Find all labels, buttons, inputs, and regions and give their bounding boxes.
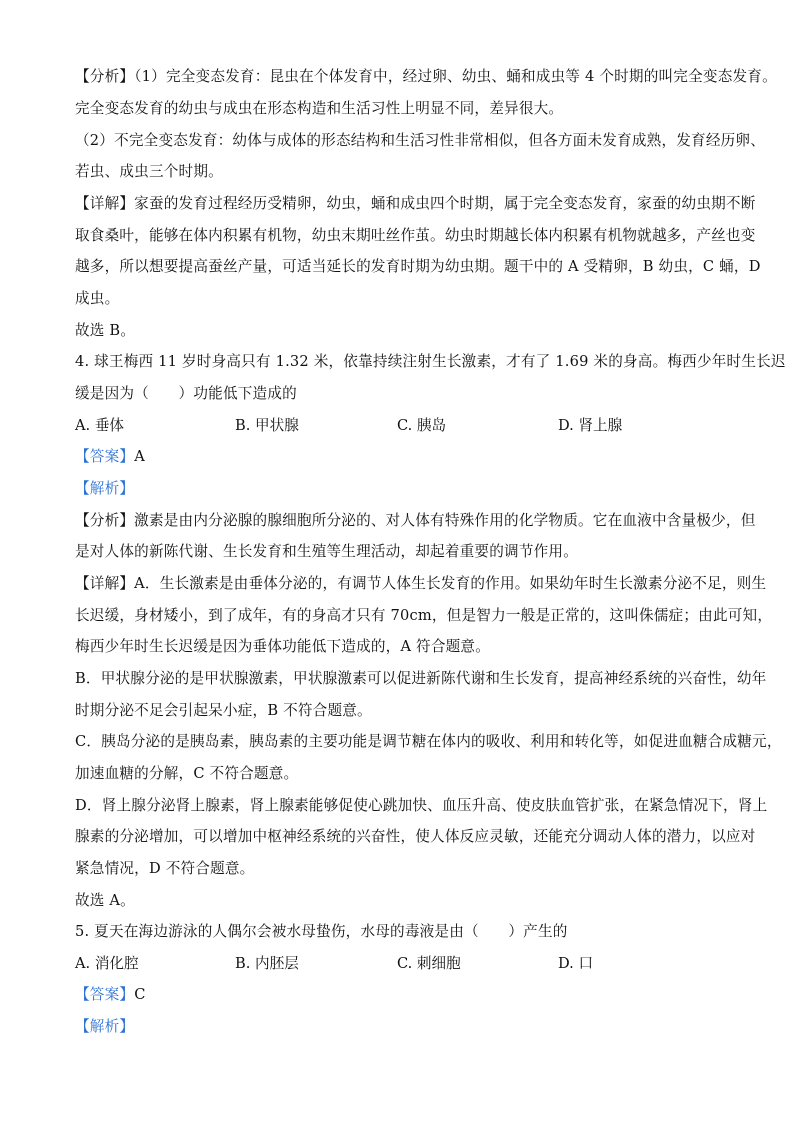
q4-detail-line: 紧急情况，D 不符合题意。 [75, 860, 255, 877]
q3-analysis-line: （2）不完全变态发育：幼体与成体的形态结构和生活习性非常相似，但各方面未发育成熟，发育经历卵、 [75, 132, 766, 149]
q5-stem: 5. 夏天在海边游泳的人偶尔会被水母蛰伤，水母的毒液是由（ ）产生的 [75, 923, 568, 940]
q3-detail-line: 【详解】家蚕的发育过程经历受精卵，幼虫，蛹和成虫四个时期，属于完全变态发育，家蚕的幼虫期不断 [75, 195, 756, 212]
q5-option-d: D. 口 [558, 955, 594, 972]
q3-detail-line: 越多，所以想要提高蚕丝产量，可适当延长的发育时期为幼虫期。题干中的 A 受精卵，B 幼虫，C 蛹，D [75, 258, 761, 275]
q4-stem-line: 4. 球王梅西 11 岁时身高只有 1.32 米，依靠持续注射生长激素，才有了 1.69 米的身高。梅西少年时生长迟 [75, 353, 786, 370]
q3-conclusion: 故选 B。 [75, 322, 136, 339]
q4-detail-line: 加速血糖的分解，C 不符合题意。 [75, 765, 299, 782]
answer-label: 【答案】 [75, 448, 135, 465]
answer-value: A [134, 448, 145, 465]
q4-detail-line: 腺素的分泌增加，可以增加中枢神经系统的兴奋性，使人体反应灵敏，还能充分调动人体的潜力，以应对 [75, 828, 756, 845]
q5-option-a: A. 消化腔 [75, 955, 139, 972]
q4-detail-line: D．肾上腺分泌肾上腺素，肾上腺素能够促使心跳加快、血压升高、使皮肤血管扩张，在紧急情况下，肾上 [75, 797, 768, 814]
q5-jiexi-label: 【解析】 [75, 1018, 135, 1035]
q4-detail-line: 长迟缓，身材矮小，到了成年，有的身高才只有 70cm，但是智力一般是正常的，这叫侏儒症；由此可知， [75, 607, 773, 624]
q3-analysis-line: 【分析】（1）完全变态发育：昆虫在个体发育中，经过卵、幼虫、蛹和成虫等 4 个时期的叫完全变态发育。 [75, 68, 777, 85]
q3-analysis-line: 若虫、成虫三个时期。 [75, 163, 223, 180]
q3-detail-line: 取食桑叶，能够在体内积累有机物，幼虫末期吐丝作茧。幼虫时期越长体内积累有机物就越多，产丝也变 [75, 227, 756, 244]
q5-option-b: B. 内胚层 [235, 955, 299, 972]
q4-analysis-line: 是对人体的新陈代谢、生长发育和生殖等生理活动，却起着重要的调节作用。 [75, 543, 578, 560]
q4-detail-line: 梅西少年时生长迟缓是因为垂体功能低下造成的，A 符合题意。 [75, 638, 491, 655]
q4-option-b: B. 甲状腺 [235, 417, 299, 434]
q3-analysis-line: 完全变态发育的幼虫与成虫在形态构造和生活习性上明显不同，差异很大。 [75, 100, 564, 117]
q4-answer [75, 447, 145, 467]
q4-option-d: D. 肾上腺 [558, 417, 623, 434]
answer-label: 【答案】 [75, 986, 135, 1003]
q4-stem-line: 缓是因为（ ）功能低下造成的 [75, 385, 297, 402]
q4-analysis-line: 【分析】激素是由内分泌腺的腺细胞所分泌的、对人体有特殊作用的化学物质。它在血液中含量极少，但 [75, 512, 756, 529]
q3-detail-line: 成虫。 [75, 290, 120, 307]
answer-value: C [134, 986, 146, 1003]
q4-detail-line: 时期分泌不足会引起呆小症，B 不符合题意。 [75, 702, 372, 719]
q4-detail-line: 【详解】A．生长激素是由垂体分泌的，有调节人体生长发育的作用。如果幼年时生长激素分泌不足，则生 [75, 575, 767, 592]
q4-option-c: C. 胰岛 [397, 417, 447, 434]
q4-detail-line: C．胰岛分泌的是胰岛素，胰岛素的主要功能是调节糖在体内的吸收、利用和转化等，如促进血糖合成糖元， [75, 733, 782, 750]
q4-detail-line: B．甲状腺分泌的是甲状腺激素，甲状腺激素可以促进新陈代谢和生长发育，提高神经系统的兴奋性，幼年 [75, 670, 767, 687]
q4-conclusion: 故选 A。 [75, 892, 135, 909]
q4-option-a: A. 垂体 [75, 417, 125, 434]
q5-answer [75, 985, 146, 1005]
q4-jiexi-label: 【解析】 [75, 480, 135, 497]
q5-option-c: C. 刺细胞 [397, 955, 461, 972]
